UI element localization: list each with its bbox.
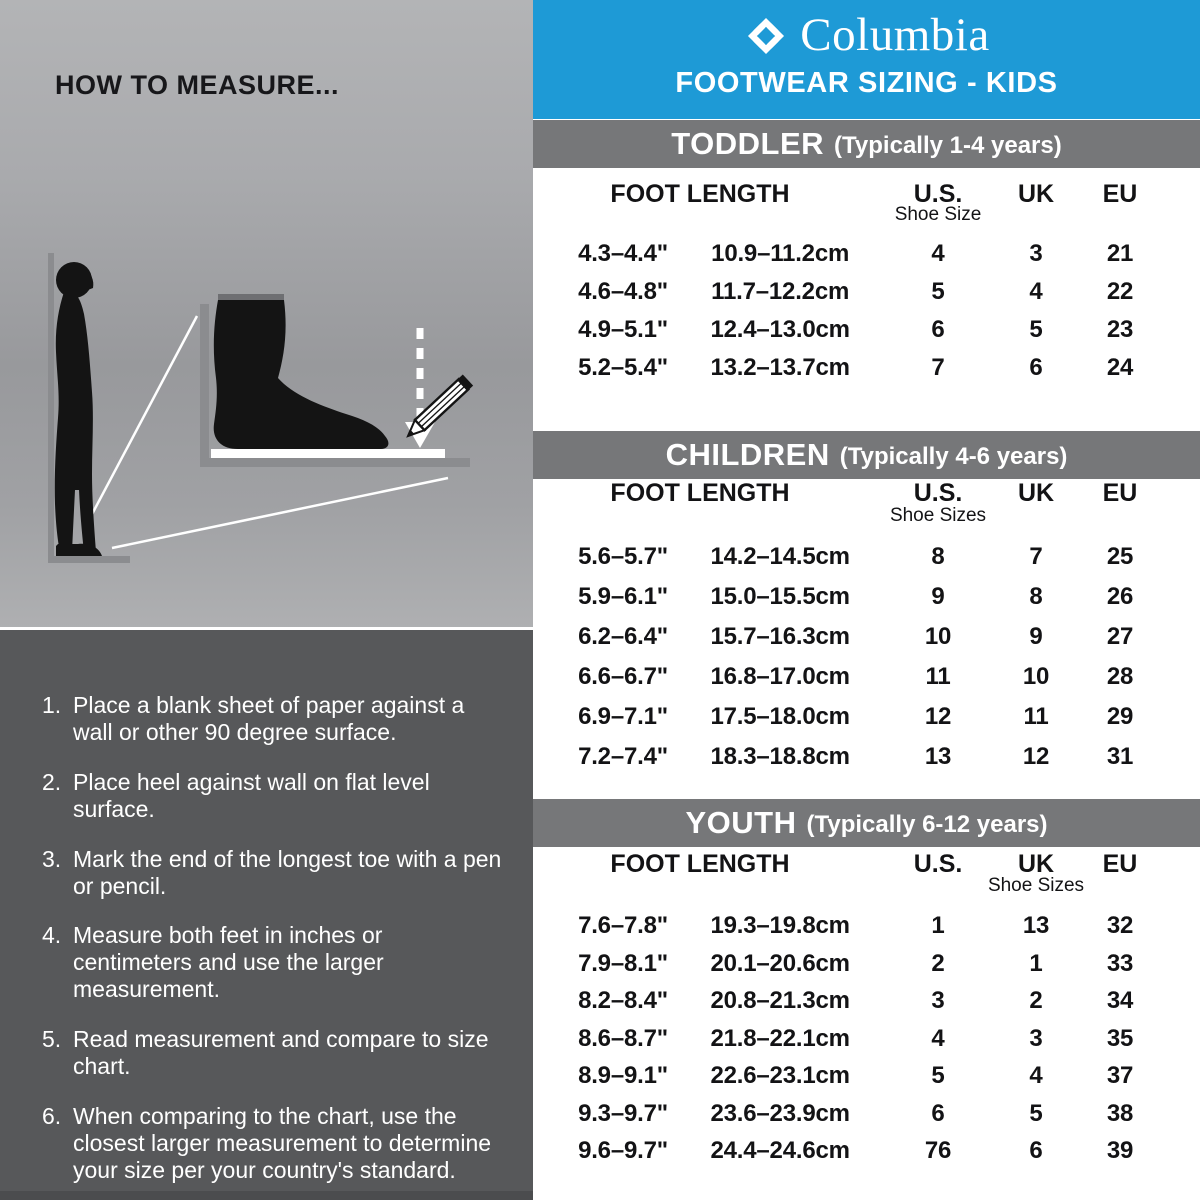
table-row [533, 1020, 1200, 1058]
instruction-text: Read measurement and compare to size chart. [73, 1026, 489, 1080]
toddler-section [533, 120, 1200, 405]
foot-length-inches: 6.2–6.4" [578, 623, 668, 650]
eu-size: 37 [1106, 1062, 1134, 1089]
cm-value: 13.2–13.7 [710, 354, 816, 381]
frame-horizontal-bar [200, 458, 470, 467]
uk-size: 7 [1029, 543, 1043, 570]
cm-unit: cm [815, 354, 850, 381]
instruction-item [42, 1103, 512, 1184]
us-size: 12 [924, 703, 952, 730]
us-size: 5 [931, 1062, 945, 1089]
uk-size: 4 [1029, 278, 1043, 305]
eu-size: 29 [1106, 703, 1134, 730]
cm-unit: cm [815, 743, 850, 770]
children-rows [533, 537, 1200, 777]
column-header-eu: EU [1102, 180, 1138, 208]
us-size: 5 [931, 278, 945, 305]
callout-line-top [90, 316, 197, 518]
eu-size: 25 [1106, 543, 1134, 570]
shoe-size-label: Shoe Sizes [987, 875, 1085, 896]
cm-value: 14.2–14.5 [710, 543, 816, 570]
foot-length-cm [673, 273, 853, 311]
instruction-item [42, 692, 512, 746]
us-size: 11 [925, 663, 951, 690]
bottom-strip [0, 1191, 533, 1200]
brand-header [533, 0, 1200, 119]
table-row [533, 1057, 1200, 1095]
cm-unit: cm [815, 623, 850, 650]
foot-length-inches: 7.2–7.4" [578, 743, 668, 770]
table-row [533, 697, 1200, 737]
uk-size: 5 [1029, 316, 1043, 343]
foot-length-cm [673, 657, 853, 697]
instruction-item [42, 922, 512, 1003]
instructions-list [42, 692, 512, 1184]
cm-unit: cm [815, 1024, 850, 1052]
foot-length-inches: 7.9–8.1" [578, 949, 668, 977]
table-row [533, 617, 1200, 657]
eu-size: 38 [1106, 1099, 1134, 1127]
cm-unit: cm [814, 240, 850, 267]
foot-length-cm [673, 737, 853, 777]
eu-size: 21 [1106, 240, 1134, 267]
cm-unit: cm [815, 949, 850, 977]
cm-unit: cm [815, 912, 850, 939]
foot-length-inches: 4.3–4.4" [578, 240, 668, 267]
children-section-bar [533, 431, 1200, 479]
eu-size: 23 [1106, 316, 1134, 343]
instruction-text: Place heel against wall on flat level surface. [73, 768, 430, 822]
instruction-text: Measure both feet in inches or centimeters and use the larger measurement. [73, 922, 384, 1003]
uk-size: 2 [1029, 987, 1043, 1014]
foot-length-cm [673, 349, 853, 387]
foot-length-cm [673, 1057, 853, 1095]
instructions-panel [0, 627, 533, 1200]
foot-length-cm [673, 617, 853, 657]
eu-size: 24 [1106, 354, 1134, 381]
cm-unit: cm [815, 1062, 850, 1089]
cm-value: 15.7–16.3 [710, 623, 816, 650]
us-size: 3 [931, 987, 945, 1014]
us-size: 1 [931, 912, 945, 939]
us-size: 7 [931, 354, 945, 381]
us-size: 6 [931, 316, 945, 343]
foot-length-inches: 5.9–6.1" [578, 583, 668, 610]
sheet-title: FOOTWEAR SIZING - KIDS [675, 67, 1058, 99]
section-title: YOUTH [685, 805, 797, 840]
foot-length-inches: 6.6–6.7" [578, 663, 668, 690]
table-row [533, 311, 1200, 349]
table-row [533, 982, 1200, 1020]
sizing-chart-panel [533, 0, 1200, 1200]
column-header-eu: EU [1102, 479, 1138, 507]
foot-length-inches: 9.6–9.7" [578, 1137, 668, 1164]
toddler-rows [533, 235, 1200, 387]
uk-size: 1 [1029, 949, 1043, 977]
instruction-number: 3. [42, 845, 62, 872]
us-size: 6 [931, 1099, 945, 1127]
foot-length-inches: 7.6–7.8" [578, 912, 668, 939]
section-subtitle: (Typically 6-12 years) [806, 810, 1048, 838]
cm-value: 21.8–22.1 [710, 1024, 816, 1052]
foot-length-inches: 4.9–5.1" [578, 316, 668, 343]
eu-size: 34 [1106, 987, 1134, 1014]
foot-length-inches: 4.6–4.8" [578, 278, 668, 305]
cm-unit: cm [815, 1137, 850, 1164]
foot-length-inches: 5.2–5.4" [578, 354, 668, 381]
instruction-item [42, 1026, 512, 1080]
us-size: 9 [931, 583, 945, 610]
toddler-section-bar [533, 120, 1200, 168]
instruction-text: Place a blank sheet of paper against a wall or other 90 degree surface. [73, 692, 465, 745]
cm-value: 17.5–18.0 [710, 703, 816, 730]
cm-value: 24.4–24.6 [710, 1137, 816, 1164]
standing-person-silhouette-icon [55, 262, 102, 556]
foot-length-inches: 5.6–5.7" [578, 543, 668, 570]
uk-size: 13 [1022, 912, 1050, 939]
brand-logo [743, 9, 990, 61]
uk-size: 8 [1029, 583, 1043, 610]
eu-size: 32 [1106, 912, 1134, 939]
cm-value: 22.6–23.1 [710, 1062, 816, 1089]
youth-section [533, 799, 1200, 1184]
table-row [533, 235, 1200, 273]
callout-line-bottom [112, 478, 448, 548]
instruction-item [42, 769, 512, 823]
table-row [533, 657, 1200, 697]
column-header-us: U.S. [913, 479, 963, 507]
table-row [533, 1132, 1200, 1170]
frame-vertical-bar [200, 304, 209, 464]
eu-size: 26 [1106, 583, 1134, 610]
table-row [533, 537, 1200, 577]
foot-length-cm [673, 235, 853, 273]
cm-unit: cm [815, 583, 850, 610]
table-row [533, 1095, 1200, 1133]
shoe-size-label: Shoe Size [894, 204, 982, 225]
how-to-measure-title: HOW TO MEASURE... [55, 70, 340, 100]
eu-size: 27 [1106, 623, 1134, 650]
foot-length-inches: 8.9–9.1" [578, 1062, 668, 1089]
children-section [533, 431, 1200, 791]
foot-length-cm [673, 577, 853, 617]
uk-size: 6 [1029, 354, 1043, 381]
column-header-foot-length: FOOT LENGTH [610, 180, 790, 208]
table-row [533, 737, 1200, 777]
cm-value: 11.7–12.2 [711, 278, 815, 305]
column-header-uk: UK [1017, 850, 1055, 878]
section-subtitle: (Typically 1-4 years) [834, 131, 1062, 159]
us-size: 4 [931, 1024, 945, 1052]
uk-size: 10 [1022, 663, 1050, 690]
eu-size: 33 [1106, 949, 1134, 977]
columbia-diamond-logo-icon [743, 13, 789, 59]
illustration-area [0, 0, 533, 630]
foot-length-cm [673, 537, 853, 577]
cm-unit: cm [815, 703, 850, 730]
eu-size: 39 [1106, 1137, 1134, 1164]
cm-value: 16.8–17.0 [710, 663, 816, 690]
section-title: CHILDREN [665, 437, 830, 472]
foot-length-cm [673, 1132, 853, 1170]
eu-size: 35 [1106, 1024, 1134, 1052]
pencil-icon [403, 375, 473, 442]
cm-unit: cm [815, 543, 850, 570]
column-header-uk: UK [1017, 479, 1055, 507]
cm-value: 18.3–18.8 [710, 743, 816, 770]
measuring-illustration [0, 230, 533, 628]
column-header-us: U.S. [913, 180, 963, 208]
cm-value: 15.0–15.5 [710, 583, 816, 610]
instruction-number: 1. [42, 692, 62, 718]
foot-length-cm [673, 1095, 853, 1133]
column-header-eu: EU [1102, 850, 1138, 878]
cm-unit: cm [815, 316, 850, 343]
foot-length-inches: 6.9–7.1" [578, 703, 668, 730]
instruction-text: Mark the end of the longest toe with a pen or pencil. [73, 845, 502, 899]
us-size: 13 [924, 743, 952, 770]
column-header-foot-length: FOOT LENGTH [610, 850, 790, 878]
uk-size: 11 [1023, 703, 1049, 730]
cm-value: 19.3–19.8 [710, 912, 816, 939]
table-row [533, 349, 1200, 387]
uk-size: 6 [1029, 1137, 1043, 1164]
cm-value: 20.8–21.3 [710, 987, 816, 1014]
foot-length-inches: 8.2–8.4" [578, 987, 668, 1014]
us-size: 10 [924, 623, 952, 650]
instruction-number: 2. [42, 768, 62, 795]
cm-value: 10.9–11.2 [711, 240, 815, 267]
us-size: 76 [924, 1137, 952, 1164]
foot-length-inches: 9.3–9.7" [578, 1099, 668, 1127]
cm-value: 23.6–23.9 [710, 1099, 816, 1127]
eu-size: 28 [1106, 663, 1134, 690]
sock-foot-silhouette-icon [214, 294, 389, 449]
section-subtitle: (Typically 4-6 years) [839, 442, 1068, 470]
youth-rows [533, 907, 1200, 1170]
us-size: 8 [931, 543, 945, 570]
floor-line [48, 556, 130, 563]
section-title: TODDLER [671, 126, 825, 161]
cm-unit: cm [815, 1099, 850, 1127]
uk-size: 9 [1029, 623, 1043, 650]
foot-length-cm [673, 311, 853, 349]
foot-length-cm [673, 907, 853, 945]
table-row [533, 577, 1200, 617]
wall-line [48, 253, 54, 560]
foot-length-inches: 8.6–8.7" [578, 1024, 668, 1052]
uk-size: 3 [1029, 1024, 1043, 1052]
table-row [533, 945, 1200, 983]
cm-value: 20.1–20.6 [710, 949, 816, 977]
table-row [533, 273, 1200, 311]
table-row [533, 907, 1200, 945]
shoe-size-label: Shoe Sizes [889, 505, 987, 526]
foot-length-cm [673, 697, 853, 737]
how-to-measure-panel [0, 0, 533, 1200]
cm-unit: cm [815, 987, 850, 1014]
youth-section-bar [533, 799, 1200, 847]
column-header-us: U.S. [913, 850, 963, 878]
cm-unit: cm [815, 663, 850, 690]
us-size: 2 [931, 949, 945, 977]
cm-unit: cm [814, 278, 850, 305]
foot-length-cm [673, 982, 853, 1020]
us-size: 4 [931, 240, 945, 267]
column-header-foot-length: FOOT LENGTH [610, 479, 790, 507]
instruction-number: 6. [42, 1102, 62, 1129]
cm-value: 12.4–13.0 [710, 316, 816, 343]
uk-size: 4 [1029, 1062, 1043, 1089]
uk-size: 12 [1022, 743, 1050, 770]
eu-size: 31 [1106, 743, 1134, 770]
uk-size: 5 [1029, 1099, 1043, 1127]
paper-line [211, 449, 445, 458]
instruction-text: When comparing to the chart, use the closest larger measurement to determine your size per your country's standard. [73, 1102, 492, 1183]
brand-name: Columbia [800, 9, 990, 61]
eu-size: 22 [1106, 278, 1134, 305]
instruction-number: 4. [42, 922, 62, 949]
instruction-number: 5. [42, 1026, 62, 1053]
uk-size: 3 [1029, 240, 1043, 267]
foot-length-cm [673, 1020, 853, 1058]
instruction-item [42, 846, 512, 900]
column-header-uk: UK [1017, 180, 1055, 208]
foot-length-cm [673, 945, 853, 983]
